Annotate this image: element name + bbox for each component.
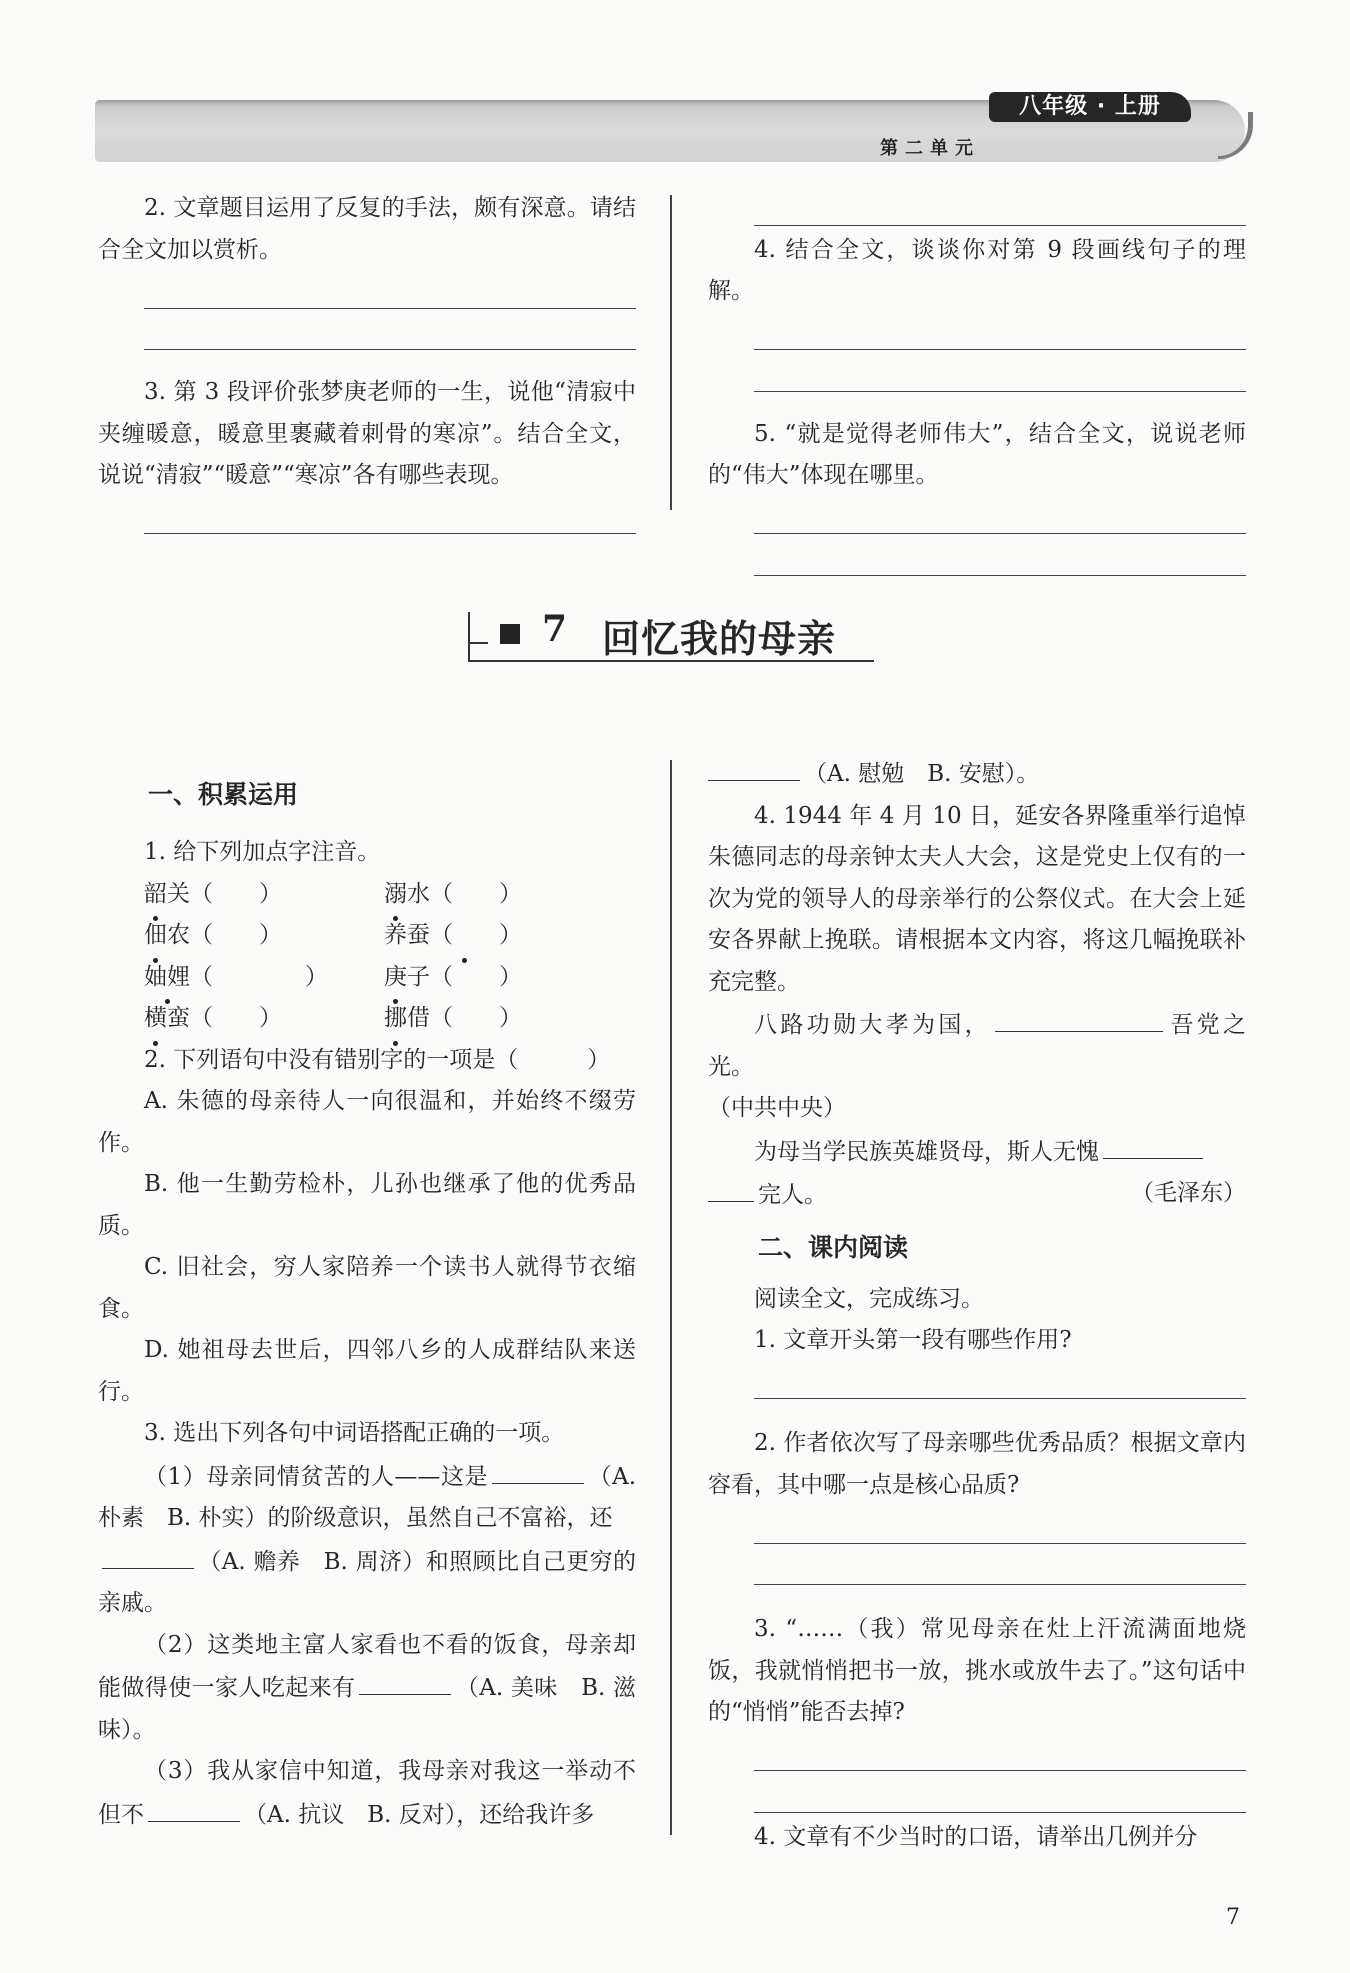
question-3-1-cont: （A. 赡养 B. 周济）和照顾比自己更穷的亲戚。	[98, 1540, 636, 1625]
couplet-1-source: （中共中央）	[708, 1095, 846, 1121]
fill-blank[interactable]	[492, 1455, 584, 1484]
reading-q3: 3. “……（我）常见母亲在灶上汗流满面地烧饭，我就悄悄把书一放，挑水或放牛去了。”这句话中的“悄悄”能否去掉?	[708, 1616, 1246, 1725]
fill-blank[interactable]	[708, 1173, 754, 1202]
section-heading-2: 二、课内阅读	[758, 1232, 909, 1262]
fill-blank[interactable]	[1103, 1130, 1203, 1159]
square-bullet-icon	[500, 624, 520, 644]
reading-q4: 4. 文章有不少当时的口语，请举出几例并分	[754, 1823, 1198, 1850]
main-divider	[670, 760, 672, 1835]
answer-line[interactable]	[708, 1548, 1246, 1590]
answer-line	[98, 313, 636, 355]
question-3-1: （1）母亲同情贫苦的人——这是 （A. 朴素 B. 朴实）的阶级意识，虽然自己不富裕，还	[98, 1455, 636, 1540]
couplet-2: 为母当学民族英雄贤母，斯人无愧	[708, 1130, 1246, 1174]
couplet-2-source: （毛泽东）	[1131, 1180, 1246, 1206]
answer-line[interactable]	[708, 1506, 1246, 1548]
fill-blank[interactable]	[102, 1540, 194, 1569]
answer-line	[708, 313, 1246, 355]
prev-q2: 2. 文章题目运用了反复的手法，颇有深意。请结合全文加以赏析。	[98, 195, 636, 263]
answer-line	[708, 538, 1246, 580]
reading-q1: 1. 文章开头第一段有哪些作用?	[754, 1327, 1072, 1353]
answer-line	[98, 497, 636, 539]
prev-right-column	[708, 188, 1246, 580]
section-heading-1: 一、积累运用	[148, 780, 299, 809]
question-3-3: （3）我从家信中知道，我母亲对我这一举动不但不 （A. 抗议 B. 反对），还给我许多	[98, 1758, 636, 1828]
question-1: 1. 给下列加点字注音。	[144, 839, 381, 865]
option-b: B. 他一生勤劳检朴，儿孙也继承了他的优秀品质。	[98, 1171, 636, 1239]
lesson-title: 回忆我的母亲	[602, 616, 837, 661]
answer-line[interactable]	[708, 1775, 1246, 1817]
question-2: 2. 下列语句中没有错别字的一项是（ ）	[144, 1046, 611, 1073]
answer-line	[98, 271, 636, 313]
answer-line[interactable]	[708, 1362, 1246, 1404]
question-3-2: （2）这类地主富人家看也不看的饭食，母亲却能做得使一家人吃起来有 （A. 美味 B. 滋味）。	[98, 1631, 636, 1743]
page-number: 7	[1226, 1905, 1240, 1930]
fill-blank[interactable]	[708, 752, 800, 781]
lesson-number: 7	[542, 608, 568, 650]
answer-line	[708, 354, 1246, 396]
couplet-2-cont: 完人。 （毛泽东）	[708, 1173, 1246, 1217]
right-column	[708, 752, 1246, 1858]
reading-q2: 2. 作者依次写了母亲哪些优秀品质？根据文章内容看，其中哪一点是核心品质?	[708, 1430, 1246, 1498]
option-d: D. 她祖母去世后，四邻八乡的人成群结队来送行。	[98, 1337, 636, 1405]
unit-label: 第二单元	[880, 138, 980, 159]
answer-line	[708, 188, 1246, 230]
option-a: A. 朱德的母亲待人一向很温和，并始终不缀劳作。	[98, 1088, 636, 1156]
fill-blank[interactable]	[148, 1793, 240, 1822]
pinyin-row: 横蛮（ ） 挪借（ ）	[98, 998, 636, 1040]
couplet-1: 八路功勋大孝为国， 吾党之光。	[708, 1003, 1246, 1088]
prev-q5: 5. “就是觉得老师伟大”，结合全文，说说老师的“伟大”体现在哪里。	[708, 420, 1246, 488]
question-3-3-end: （A. 慰勉 B. 安慰）。	[708, 752, 1246, 796]
prev-q4: 4. 结合全文，谈谈你对第 9 段画线句子的理解。	[708, 236, 1246, 304]
fill-blank[interactable]	[359, 1666, 451, 1695]
reading-intro: 阅读全文，完成练习。	[754, 1285, 984, 1312]
question-4: 4. 1944 年 4 月 10 日，延安各界隆重举行追悼朱德同志的母亲钟太夫人大会，这是党史上仅有的一次为党的领导人的母亲举行的公祭仪式。在大会上延安各界献上挽联。请根据本文内容，将这几幅挽联补充完整。	[708, 802, 1246, 995]
fill-blank[interactable]	[995, 1003, 1163, 1032]
question-3: 3. 选出下列各句中词语搭配正确的一项。	[144, 1420, 565, 1446]
pinyin-row: 妯娌（ ） 庚子（ ）	[98, 957, 636, 999]
prev-q3: 3. 第 3 段评价张梦庚老师的一生，说他“清寂中夹缠暖意，暖意里裹藏着刺骨的寒凉”。结合全文，说说“清寂”“暖意”“寒凉”各有哪些表现。	[98, 379, 636, 488]
pinyin-row: 韶关（ ） 溺水（ ）	[98, 874, 636, 916]
option-c: C. 旧社会，穷人家陪养一个读书人就得节衣缩食。	[98, 1254, 636, 1322]
prev-left-column	[98, 188, 636, 538]
top-divider	[670, 195, 672, 510]
lesson-title-box	[468, 608, 874, 662]
pinyin-row: 佃农（ ） 养蚕（ ）	[98, 915, 636, 957]
answer-line	[708, 497, 1246, 539]
answer-line[interactable]	[708, 1734, 1246, 1776]
left-column	[98, 770, 636, 1836]
grade-tab: 八年级 · 上册	[989, 92, 1191, 122]
